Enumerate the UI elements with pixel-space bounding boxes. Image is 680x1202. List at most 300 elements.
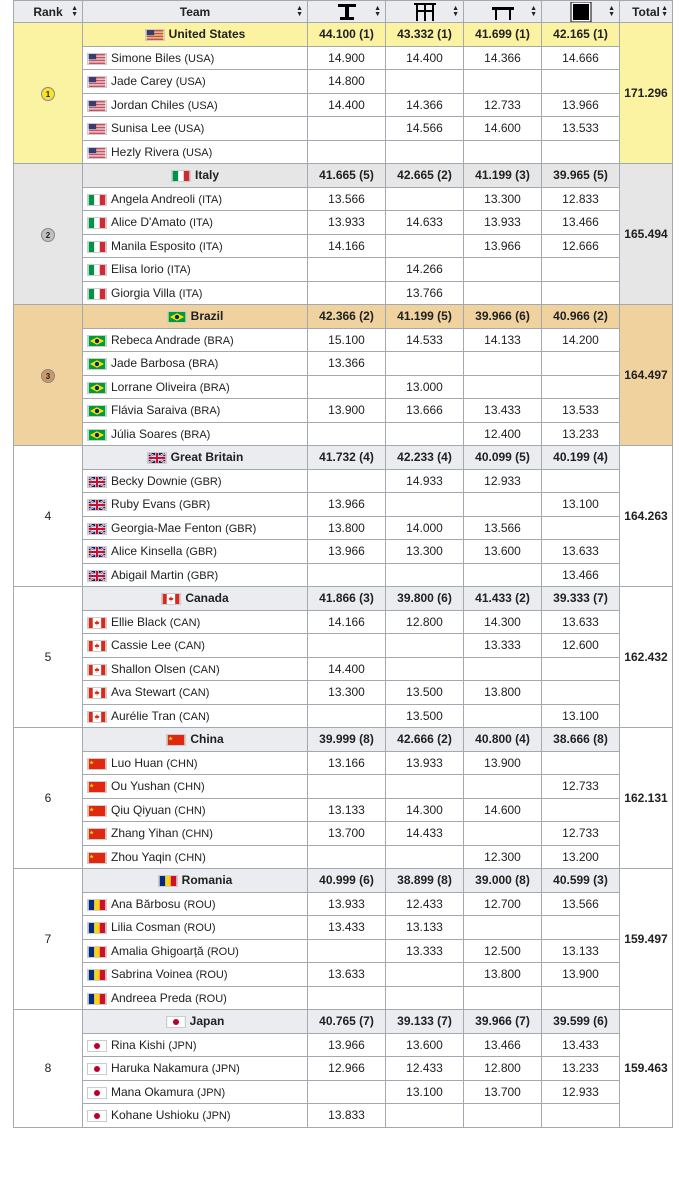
team-apparatus-score: 41.665 (5) [308,164,386,188]
athlete-row [14,399,673,423]
athlete-apparatus-score: 13.633 [542,610,620,634]
athlete-row [14,704,673,728]
athlete-name-link[interactable]: Simone Biles [111,50,182,65]
flag-rou-icon [87,993,107,1005]
athlete-apparatus-score: 12.733 [542,775,620,799]
athlete-apparatus-score: 13.800 [464,681,542,705]
athlete-apparatus-score: 13.966 [308,493,386,517]
athlete-apparatus-score [386,493,464,517]
athlete-name-link[interactable]: Zhou Yaqin [111,849,172,864]
athlete-apparatus-score: 13.166 [308,751,386,775]
athlete-name-link[interactable]: Georgia-Mae Fenton [111,520,222,535]
athlete-row [14,493,673,517]
team-apparatus-score: 40.966 (2) [542,305,620,329]
vault-header[interactable] [308,1,386,23]
flag-chn-icon [166,734,186,746]
athlete-row [14,117,673,141]
athlete-apparatus-score: 13.566 [464,516,542,540]
team-total: 162.432 [620,587,673,728]
athlete-apparatus-score: 13.533 [542,117,620,141]
balance-beam-icon [491,2,515,22]
athlete-apparatus-score [308,939,386,963]
team-apparatus-score: 40.765 (7) [308,1010,386,1034]
flag-usa-icon [87,100,107,112]
athlete-name-link[interactable]: Shallon Olsen [111,661,186,676]
team-row [14,446,673,470]
flag-can-icon [87,664,107,676]
athlete-apparatus-score: 13.633 [542,540,620,564]
athlete-apparatus-score [386,963,464,987]
athlete-apparatus-score: 13.800 [464,963,542,987]
athlete-country-code: (CHN) [174,804,206,817]
athlete-row [14,634,673,658]
athlete-name-cell [83,657,308,681]
athlete-country-code: (CAN) [189,663,220,676]
team-name-cell[interactable] [83,305,308,329]
athlete-apparatus-score: 12.933 [464,469,542,493]
athlete-apparatus-score: 13.900 [542,963,620,987]
athlete-apparatus-score [308,469,386,493]
athlete-row [14,540,673,564]
athlete-apparatus-score [386,1104,464,1128]
athlete-name-link[interactable]: Qiu Qiyuan [111,802,172,817]
athlete-apparatus-score: 14.133 [464,328,542,352]
athlete-country-code: (USA) [184,52,215,65]
flag-rou-icon [87,946,107,958]
team-apparatus-score: 41.732 (4) [308,446,386,470]
athlete-name-link[interactable]: Jade Carey [111,74,173,89]
athlete-apparatus-score: 13.466 [464,1033,542,1057]
athlete-country-code: (ROU) [183,898,216,911]
athlete-row [14,46,673,70]
athlete-country-code: (CHN) [173,781,205,794]
athlete-row [14,681,673,705]
athlete-apparatus-score: 14.400 [308,657,386,681]
team-apparatus-score: 40.599 (3) [542,869,620,893]
athlete-apparatus-score: 13.800 [308,516,386,540]
team-name-cell[interactable] [83,728,308,752]
team-name-link[interactable]: Great Britain [170,450,244,465]
rank-cell [14,164,83,305]
team-row [14,164,673,188]
athlete-name-link[interactable]: Becky Downie [111,473,188,488]
athlete-name-cell [83,422,308,446]
athlete-apparatus-score [464,704,542,728]
athlete-apparatus-score: 14.200 [542,328,620,352]
flag-bra-icon [87,358,107,370]
athlete-name-link[interactable]: Sabrina Voinea [111,967,193,982]
athlete-name-cell [83,775,308,799]
flag-chn-icon [87,805,107,817]
athlete-name-link[interactable]: Alice Kinsella [111,544,183,559]
team-apparatus-score: 40.199 (4) [542,446,620,470]
athlete-apparatus-score: 13.000 [386,375,464,399]
athlete-apparatus-score: 13.300 [386,540,464,564]
athlete-apparatus-score: 13.533 [542,399,620,423]
athlete-row [14,1033,673,1057]
uneven-bars-header[interactable] [386,1,464,23]
athlete-country-code: (GBR) [185,546,217,559]
athlete-apparatus-score [308,422,386,446]
total-header[interactable] [620,1,673,23]
team-total: 164.263 [620,446,673,587]
athlete-country-code: (ROU) [207,945,239,958]
team-name-link[interactable]: Romania [181,873,233,888]
athlete-apparatus-score: 13.900 [308,399,386,423]
flag-can-icon [87,617,107,629]
sort-icon[interactable]: ▲ ▼ [296,4,303,18]
athlete-name-link[interactable]: Lorrane Oliveira [111,379,197,394]
athlete-apparatus-score: 14.633 [386,211,464,235]
team-apparatus-score: 39.133 (7) [386,1010,464,1034]
team-apparatus-score: 39.000 (8) [464,869,542,893]
athlete-row [14,822,673,846]
athlete-apparatus-score [386,657,464,681]
athlete-name-link[interactable]: Mana Okamura [111,1084,194,1099]
athlete-name-link[interactable]: Jordan Chiles [111,97,185,112]
athlete-name-link[interactable]: Hezly Rivera [111,144,180,159]
athlete-name-link[interactable]: Zhang Yihan [111,826,179,841]
athlete-apparatus-score: 14.600 [464,798,542,822]
athlete-country-code: (USA) [174,123,205,136]
athlete-name-link[interactable]: Angela Andreoli [111,191,196,206]
gold-medal-icon: 1 [41,87,55,101]
athlete-row [14,1057,673,1081]
flag-usa-icon [87,76,107,88]
athlete-name-cell [83,516,308,540]
athlete-name-cell [83,211,308,235]
athlete-apparatus-score [464,775,542,799]
athlete-name-link[interactable]: Jade Barbosa [111,356,186,371]
athlete-name-cell [83,70,308,94]
athlete-row [14,516,673,540]
team-name-link[interactable]: Japan [189,1014,225,1029]
athlete-apparatus-score: 13.933 [464,211,542,235]
athlete-apparatus-score: 13.433 [464,399,542,423]
team-name-link[interactable]: Canada [185,591,229,606]
team-name-link[interactable]: United States [168,27,246,42]
athlete-name-cell [83,117,308,141]
athlete-row [14,140,673,164]
athlete-apparatus-score [542,140,620,164]
athlete-apparatus-score [308,563,386,587]
team-name-link[interactable]: Brazil [190,309,224,324]
sort-icon[interactable]: ▲ ▼ [530,4,537,18]
team-apparatus-score: 39.966 (7) [464,1010,542,1034]
athlete-apparatus-score: 13.300 [308,681,386,705]
athlete-name-cell [83,1033,308,1057]
athlete-row [14,211,673,235]
athlete-apparatus-score: 13.566 [308,187,386,211]
athlete-country-code: (ITA) [167,264,191,277]
team-name-cell[interactable] [83,164,308,188]
team-total: 159.463 [620,1010,673,1128]
flag-ita-icon [171,170,191,182]
athlete-apparatus-score: 13.233 [542,1057,620,1081]
athlete-apparatus-score [464,493,542,517]
flag-rou-icon [87,969,107,981]
athlete-apparatus-score: 14.166 [308,610,386,634]
athlete-row [14,375,673,399]
athlete-name-link[interactable]: Kohane Ushioku [111,1108,200,1123]
athlete-name-cell [83,939,308,963]
athlete-apparatus-score: 13.433 [542,1033,620,1057]
athlete-name-link[interactable]: Rebeca Andrade [111,332,201,347]
athlete-apparatus-score [464,986,542,1010]
athlete-apparatus-score: 14.400 [308,93,386,117]
flag-chn-icon [87,852,107,864]
athlete-apparatus-score [542,352,620,376]
rank-header[interactable] [14,1,83,23]
athlete-apparatus-score: 14.166 [308,234,386,258]
team-apparatus-score: 40.099 (5) [464,446,542,470]
athlete-apparatus-score: 14.600 [464,117,542,141]
rank-header-label: Rank [33,4,63,19]
balance-beam-header[interactable] [464,1,542,23]
athlete-apparatus-score: 12.433 [386,1057,464,1081]
team-row [14,587,673,611]
athlete-name-cell [83,46,308,70]
athlete-apparatus-score: 14.300 [386,798,464,822]
athlete-apparatus-score [542,916,620,940]
sort-icon[interactable]: ▲ ▼ [71,4,78,18]
athlete-apparatus-score: 13.833 [308,1104,386,1128]
rank-label: 8 [44,1061,52,1076]
vault-icon [336,2,358,22]
athlete-apparatus-score: 13.133 [386,916,464,940]
athlete-name-cell [83,281,308,305]
team-header[interactable] [83,1,308,23]
sort-icon[interactable]: ▲ ▼ [608,4,615,18]
athlete-apparatus-score [464,375,542,399]
athlete-name-link[interactable]: Sunisa Lee [111,121,172,136]
athlete-name-cell [83,469,308,493]
athlete-apparatus-score: 13.133 [308,798,386,822]
athlete-country-code: (JPN) [202,1110,231,1123]
flag-chn-icon [87,781,107,793]
athlete-row [14,422,673,446]
athlete-row [14,328,673,352]
athlete-apparatus-score [464,657,542,681]
athlete-apparatus-score: 13.100 [542,493,620,517]
athlete-country-code: (CHN) [181,828,213,841]
athlete-name-cell [83,1057,308,1081]
athlete-name-cell [83,916,308,940]
athlete-name-link[interactable]: Haruka Nakamura [111,1061,209,1076]
athlete-apparatus-score: 13.233 [542,422,620,446]
team-name-cell[interactable] [83,446,308,470]
athlete-country-code: (JPN) [211,1063,240,1076]
athlete-row [14,258,673,282]
athlete-apparatus-score: 13.666 [386,399,464,423]
athlete-apparatus-score [542,798,620,822]
athlete-apparatus-score [308,140,386,164]
athlete-apparatus-score: 12.733 [464,93,542,117]
athlete-name-link[interactable]: Rina Kishi [111,1037,166,1052]
team-row [14,305,673,329]
athlete-name-cell [83,751,308,775]
athlete-name-link[interactable]: Ruby Evans [111,497,176,512]
athlete-apparatus-score: 13.100 [386,1080,464,1104]
athlete-apparatus-score: 14.900 [308,46,386,70]
athlete-name-cell [83,1080,308,1104]
athlete-apparatus-score [542,681,620,705]
athlete-name-cell [83,140,308,164]
team-name-link[interactable]: China [190,732,224,747]
flag-ita-icon [87,217,107,229]
athlete-country-code: (GBR) [225,522,257,535]
athlete-name-link[interactable]: Manila Esposito [111,238,196,253]
athlete-name-link[interactable]: Lilia Cosman [111,920,181,935]
athlete-country-code: (GBR) [187,569,219,582]
flag-rou-icon [158,875,178,887]
athlete-country-code: (CAN) [178,687,210,700]
athlete-apparatus-score [386,422,464,446]
athlete-name-link[interactable]: Andreea Preda [111,990,192,1005]
athlete-apparatus-score [308,258,386,282]
rank-cell [14,305,83,446]
flag-gbr-icon [147,452,167,464]
flag-jpn-icon [87,1040,107,1052]
team-header-label: Team [179,4,211,19]
team-apparatus-score: 41.699 (1) [464,23,542,47]
flag-ita-icon [87,241,107,253]
athlete-apparatus-score: 14.366 [386,93,464,117]
flag-usa-icon [87,147,107,159]
athlete-apparatus-score: 13.333 [464,634,542,658]
flag-bra-icon [87,429,107,441]
team-apparatus-score: 39.966 (6) [464,305,542,329]
results-table [13,0,673,1128]
athlete-name-link[interactable]: Cassie Lee [111,638,172,653]
athlete-name-cell [83,375,308,399]
athlete-row [14,187,673,211]
team-apparatus-score: 43.332 (1) [386,23,464,47]
athlete-apparatus-score [464,563,542,587]
team-apparatus-score: 42.366 (2) [308,305,386,329]
athlete-apparatus-score [464,281,542,305]
athlete-apparatus-score: 14.933 [386,469,464,493]
flag-can-icon [161,593,181,605]
athlete-apparatus-score: 12.733 [542,822,620,846]
team-apparatus-score: 41.866 (3) [308,587,386,611]
athlete-country-code: (BRA) [188,358,219,371]
athlete-apparatus-score [464,258,542,282]
athlete-name-link[interactable]: Giorgia Villa [111,285,176,300]
flag-ita-icon [87,194,107,206]
floor-header[interactable] [542,1,620,23]
athlete-name-link[interactable]: Aurélie Tran [111,708,176,723]
athlete-apparatus-score: 14.433 [386,822,464,846]
athlete-row [14,775,673,799]
team-apparatus-score: 41.199 (3) [464,164,542,188]
athlete-apparatus-score: 13.933 [308,211,386,235]
sort-icon[interactable]: ▲ ▼ [661,4,668,18]
athlete-apparatus-score: 13.366 [308,352,386,376]
athlete-name-link[interactable]: Elisa Iorio [111,262,164,277]
athlete-apparatus-score: 13.700 [464,1080,542,1104]
athlete-apparatus-score [542,1104,620,1128]
athlete-country-code: (ITA) [198,193,223,206]
athlete-apparatus-score: 13.966 [308,540,386,564]
athlete-name-cell [83,1104,308,1128]
athlete-apparatus-score [542,258,620,282]
athlete-row [14,1080,673,1104]
athlete-row [14,963,673,987]
athlete-name-link[interactable]: Ellie Black [111,614,167,629]
team-name-cell[interactable] [83,23,308,47]
athlete-row [14,751,673,775]
athlete-name-link[interactable]: Alice D'Amato [111,215,186,230]
athlete-name-link[interactable]: Ou Yushan [111,779,171,794]
athlete-apparatus-score [542,70,620,94]
flag-gbr-icon [87,570,107,582]
flag-bra-icon [87,405,107,417]
athlete-apparatus-score [386,634,464,658]
athlete-row [14,234,673,258]
total-header-label: Total [632,4,660,19]
athlete-country-code: (GBR) [179,499,211,512]
rank-cell [14,728,83,869]
athlete-name-link[interactable]: Amalia Ghigoarță [111,943,204,958]
athlete-apparatus-score [308,704,386,728]
athlete-apparatus-score [308,775,386,799]
athlete-apparatus-score: 13.766 [386,281,464,305]
flag-rou-icon [87,899,107,911]
athlete-name-link[interactable]: Luo Huan [111,755,164,770]
team-name-cell[interactable] [83,1010,308,1034]
sort-icon[interactable]: ▲ ▼ [452,4,459,18]
athlete-apparatus-score: 14.400 [386,46,464,70]
athlete-apparatus-score [542,375,620,399]
flag-ita-icon [87,288,107,300]
athlete-country-code: (JPN) [197,1086,226,1099]
athlete-name-link[interactable]: Júlia Soares [111,426,178,441]
athlete-country-code: (ITA) [199,240,223,253]
athlete-name-link[interactable]: Abigail Martin [111,567,184,582]
athlete-name-link[interactable]: Flávia Saraiva [111,403,188,418]
athlete-country-code: (ROU) [195,992,227,1005]
athlete-apparatus-score: 13.333 [386,939,464,963]
athlete-apparatus-score: 14.566 [386,117,464,141]
athlete-apparatus-score: 13.300 [464,187,542,211]
athlete-apparatus-score [386,352,464,376]
athlete-apparatus-score: 12.800 [464,1057,542,1081]
athlete-name-cell [83,93,308,117]
athlete-name-cell [83,892,308,916]
athlete-apparatus-score [308,117,386,141]
athlete-name-cell [83,704,308,728]
athlete-name-link[interactable]: Ana Bărbosu [111,896,181,911]
athlete-apparatus-score: 14.533 [386,328,464,352]
athlete-apparatus-score: 13.500 [386,704,464,728]
flag-bra-icon [167,311,187,323]
athlete-apparatus-score: 14.666 [542,46,620,70]
sort-icon[interactable]: ▲ ▼ [374,4,381,18]
athlete-apparatus-score [542,469,620,493]
flag-gbr-icon [87,546,107,558]
athlete-apparatus-score: 12.400 [464,422,542,446]
athlete-name-link[interactable]: Ava Stewart [111,685,176,700]
floor-icon [570,2,592,22]
team-name-cell[interactable] [83,587,308,611]
team-name-link[interactable]: Italy [194,168,219,183]
athlete-apparatus-score: 14.000 [386,516,464,540]
team-name-cell[interactable] [83,869,308,893]
athlete-name-cell [83,234,308,258]
athlete-country-code: (BRA) [203,334,234,347]
athlete-row [14,916,673,940]
